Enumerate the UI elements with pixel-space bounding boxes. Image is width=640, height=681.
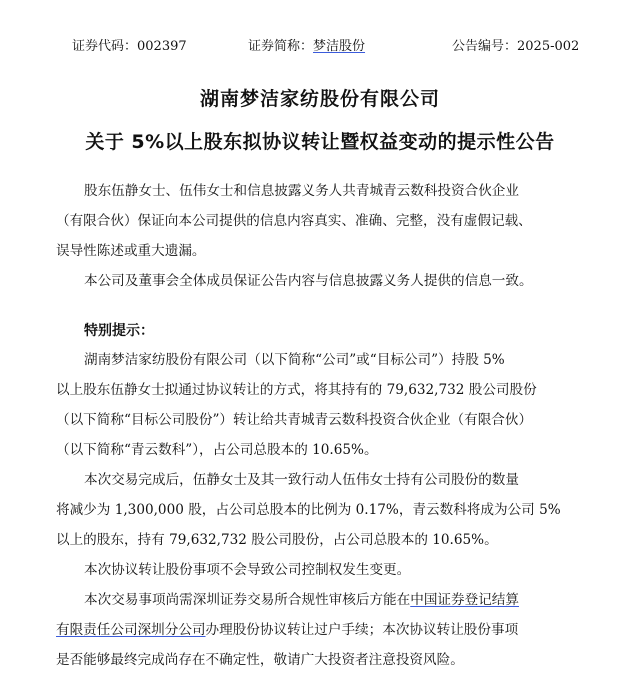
notice-paragraph-3 <box>56 555 608 585</box>
paragraph-line: 本次协议转让股份事项不会导致公司控制权发生变更。 <box>84 562 411 578</box>
announcement-number: 公告编号：2025-002 <box>452 39 580 54</box>
paragraph-line: 湖南梦洁家纺股份有限公司（以下简称“公司”或“目标公司”）持股 5% <box>84 352 505 368</box>
paragraph-line: 本次交易完成后，伍静女士及其一致行动人伍伟女士持有公司股份的数量 <box>84 472 519 488</box>
paragraph-line: 将减少为 1,300,000 股，占公司总股本的比例为 0.17%，青云数科将成为公司 5% <box>56 502 561 518</box>
notice-paragraph-2 <box>56 465 608 555</box>
announcement-title: 关于 5%以上股东拟协议转让暨权益变动的提示性公告 <box>85 131 555 153</box>
paragraph-line: （以下简称“目标公司股份”）转让给共青城青云数科投资合伙企业（有限合伙） <box>56 412 533 428</box>
announcement-header <box>0 38 640 56</box>
csdc-link-part2[interactable]: 有限责任公司深圳分公司 <box>56 622 206 638</box>
stock-abbreviation-link[interactable]: 梦洁股份 <box>313 39 366 54</box>
disclaimer-paragraph <box>56 176 608 266</box>
notice-paragraph-1 <box>56 345 608 465</box>
paragraph-line: 本公司及董事会全体成员保证公告内容与信息披露义务人提供的信息一致。 <box>84 273 533 289</box>
paragraph-line: 误导性陈述或重大遗漏。 <box>56 243 206 259</box>
paragraph-line: （以下简称“青云数科”），占公司总股本的 10.65%。 <box>56 442 378 458</box>
paragraph-line: （有限合伙）保证向本公司提供的信息内容真实、准确、完整，没有虚假记载、 <box>56 213 532 229</box>
stock-abbreviation <box>248 38 365 56</box>
csdc-link-part1[interactable]: 中国证券登记结算 <box>410 592 519 608</box>
board-statement <box>56 266 608 296</box>
text-segment: 本次交易事项尚需深圳证券交易所合规性审核后方能在 <box>84 592 411 608</box>
stock-abbreviation-label: 证券简称： <box>248 39 314 54</box>
paragraph-line <box>56 615 608 645</box>
paragraph-line: 以上的股东，持有 79,632,732 股公司股份，占公司总股本的 10.65%。 <box>56 532 498 548</box>
paragraph-line: 以上股东伍静女士拟通过协议转让的方式，将其持有的 79,632,732 股公司股份 <box>56 382 537 398</box>
company-title: 湖南梦洁家纺股份有限公司 <box>199 88 440 110</box>
text-segment: 办理股份协议转让过户手续；本次协议转让股份事项 <box>205 622 519 638</box>
notice-paragraph-4 <box>56 585 608 675</box>
special-notice-heading: 特别提示： <box>84 323 154 339</box>
paragraph-line <box>56 585 608 615</box>
paragraph-line: 是否能够最终完成尚存在不确定性，敬请广大投资者注意投资风险。 <box>56 652 464 668</box>
paragraph-line: 股东伍静女士、伍伟女士和信息披露义务人共青城青云数科投资合伙企业 <box>84 183 519 199</box>
stock-code: 证券代码：002397 <box>72 39 187 54</box>
